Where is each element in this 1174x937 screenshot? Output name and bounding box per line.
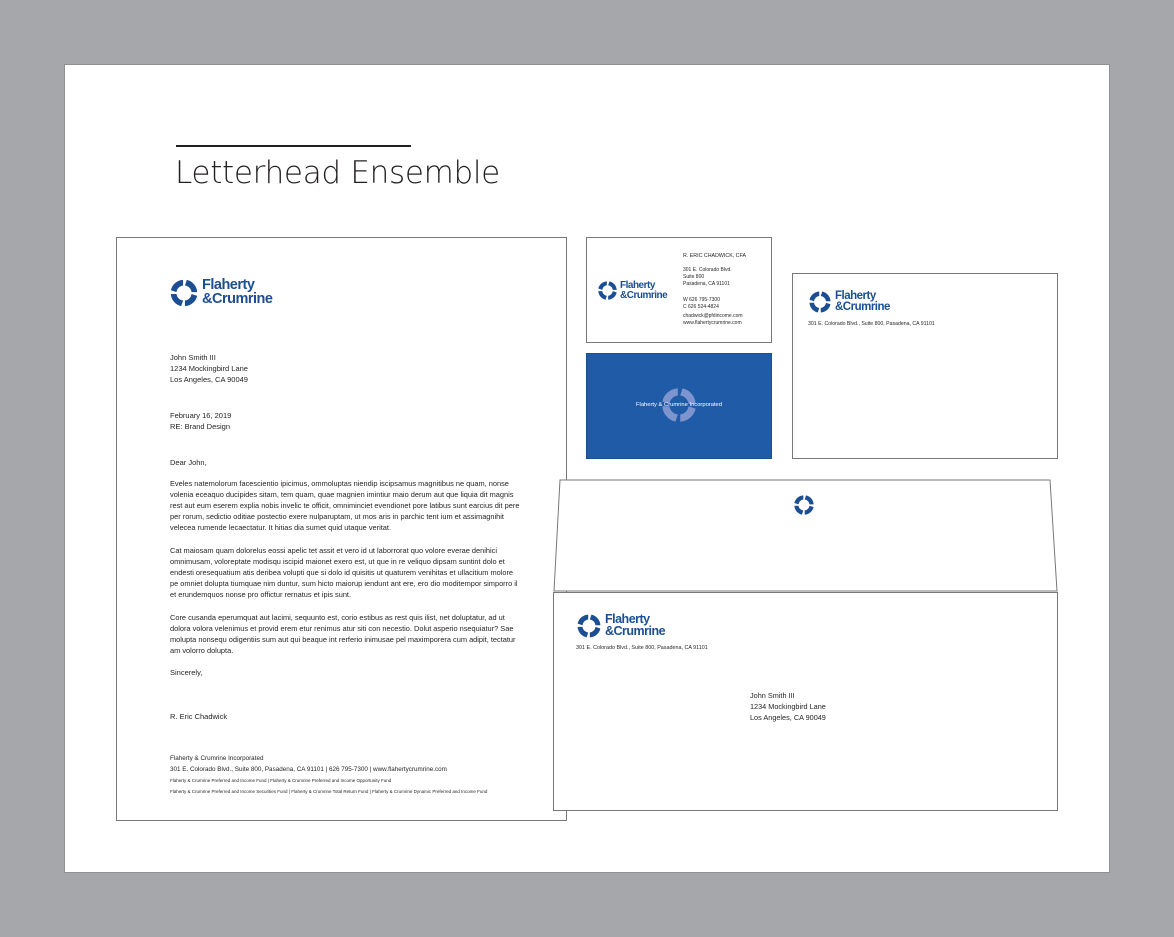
letter-closing: Sincerely,	[170, 668, 203, 677]
logo-line1: Flaherty	[835, 290, 876, 303]
recipient-city: Los Angeles, CA 90049	[170, 375, 248, 384]
footer-contact: 301 E. Colorado Blvd., Suite 800, Pasadena, CA 91101 | 626 795-7300 | www.flahertycrumrine.com	[170, 766, 447, 773]
letter-subject: RE: Brand Design	[170, 422, 231, 431]
letter-signature: R. Eric Chadwick	[170, 712, 228, 721]
footer-funds-2: Flaherty & Crumrine Preferred and Income Securities Fund | Flaherty & Crumrine Total Return Fund | Flaherty & Crumrine Dynamic Preferred and Income Fund	[170, 789, 488, 794]
letter-date: February 16, 2019	[170, 411, 232, 420]
page-title: Letterhead Ensemble	[175, 155, 500, 191]
card-back-tagline: Flaherty & Crumrine Incorporated	[635, 402, 723, 408]
swirl-logo-icon	[169, 278, 199, 308]
letterhead-logo	[169, 278, 272, 308]
business-card-front	[586, 237, 772, 343]
small-envelope	[792, 273, 1058, 459]
card-web: www.flahertycrumrine.com	[683, 320, 742, 326]
logo-line2: &Crumrine	[620, 289, 668, 301]
logo-line2: &Crumrine	[835, 301, 890, 313]
letter-paragraph-3: Core cusanda eperumquat aut lacimi, sequunto est, corio estibus as rest quis ilist, net doluptatur, ad ut dolora volora velenimus et provid erem etur renimus atur siti con necestio. Dolut asperio nsequiatur? Sae molupta nonsequ odigentiis sum aut qui beaque int rerferio inimusae pel maximporera cum adipit, tectatur am volorro dolupta.	[170, 613, 516, 656]
footer-funds-1: Flaherty & Crumrine Preferred and Income Fund | Flaherty & Crumrine Preferred and Income Opportunity Fund	[170, 778, 392, 783]
swirl-logo-icon	[597, 280, 618, 301]
logo-line1: Flaherty	[620, 280, 655, 291]
envelope-flap	[553, 479, 1058, 592]
logo-line1: Flaherty	[605, 612, 650, 627]
recipient-street: 1234 Mockingbird Lane	[170, 364, 248, 373]
title-rule	[176, 145, 411, 147]
footer-company: Flaherty & Crumrine Incorporated	[170, 755, 264, 762]
card-name: R. ERIC CHADWICK, CFA	[683, 253, 746, 259]
card-phone-work: W 626 795-7300	[683, 297, 720, 303]
envelope-recipient-city: Los Angeles, CA 90049	[750, 713, 826, 722]
small-envelope-logo	[808, 290, 890, 314]
letter-paragraph-1: Eveles natemolorum facescientio ipicimus, ommoluptas niendip iscipsamus magnitibus ne quam, nonse volenia eceaquo ducipides sitam, tem quam, quae magnien imintiur maio derum aut que liquia dit magnis rest aut eum eserem explia nobis invelic te officit, omniminciet evendionet pore latibus sunt earcius dit pere per rorum, sedictio oditiae postectio exere nulparuptam, ut mos aris in parchic tent ium et assimagnihit velecea rumende lecaectatur. It hitias dia sumet quid utaque veritat.	[170, 479, 520, 533]
business-card-back	[586, 353, 772, 459]
envelope-recipient-street: 1234 Mockingbird Lane	[750, 702, 826, 711]
card-address-2: Suite 800	[683, 274, 705, 280]
card-phone-cell: C 626 524-4824	[683, 304, 719, 310]
recipient-name: John Smith III	[170, 353, 216, 362]
card-address-1: 301 E. Colorado Blvd.	[683, 267, 732, 273]
card-address-3: Pasadena, CA 91101	[683, 281, 730, 287]
envelope-return-address: 301 E. Colorado Blvd., Suite 800, Pasadena, CA 91101	[576, 645, 708, 651]
card-logo	[597, 280, 667, 301]
envelope-body	[553, 592, 1058, 811]
logo-line2: &Crumrine	[202, 291, 273, 307]
logo-line1: Flaherty	[202, 277, 255, 294]
swirl-logo-icon	[576, 613, 602, 639]
letterhead-sheet	[116, 237, 567, 821]
card-email: chadwick@pfdincome.com	[683, 313, 743, 319]
swirl-logo-icon	[808, 290, 832, 314]
letter-paragraph-2: Cat maiosam quam dolorelus eossi apelic tet assit et vero id ut laborrorat quo volore everae denihici omnimusam, voloreptate modisqu iscipid maionet exero est, ut que in re veliquo dipsam suntint dolo et endesti oresequatium atis deribea volupti que si dolo id quisitis ut quaturem venihitas et ullacitium molore pe omniet dolupta tiumquae nim duntur, sum hicto maiorup iendunt ant ere, ero dio moditempor simporro il et erundemquos nonse pro offictur rernatus et ipis sunt.	[170, 546, 518, 600]
letter-salutation: Dear John,	[170, 458, 207, 467]
envelope-recipient-name: John Smith III	[750, 691, 795, 700]
envelope-logo	[576, 613, 665, 639]
logo-line2: &Crumrine	[605, 624, 666, 638]
small-envelope-return-address: 301 E. Colorado Blvd., Suite 800, Pasadena, CA 91101	[808, 321, 935, 327]
